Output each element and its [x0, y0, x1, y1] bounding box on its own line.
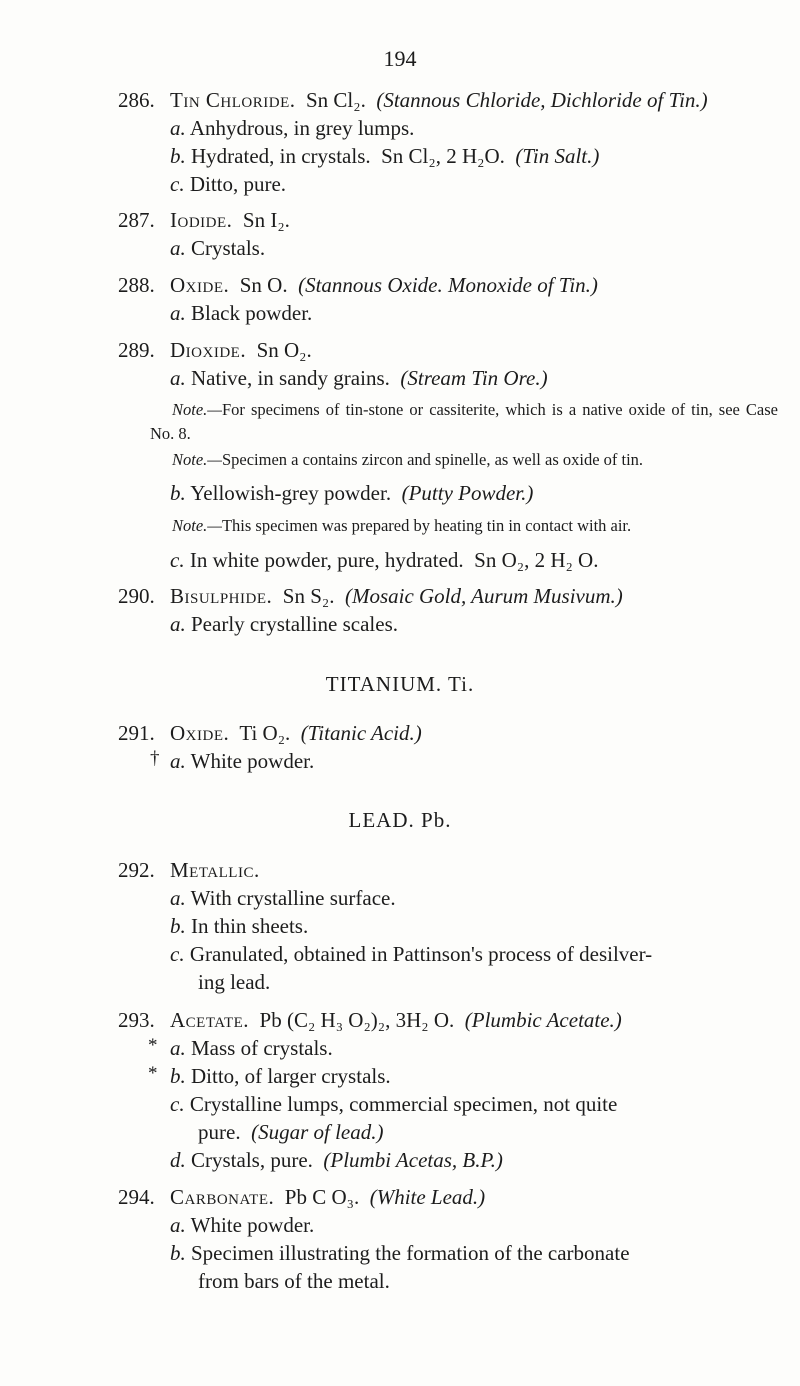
section-heading: TITANIUM. Ti.	[325, 672, 475, 696]
formula: Sn I₂.	[242, 208, 290, 232]
entry-number: 288.	[118, 273, 155, 297]
list-item-continued: pure. (Sugar of lead.)	[198, 1120, 384, 1144]
note: Note.—For specimens of tin-stone or cassiterite, which is a native oxide of tin, see Case No. 8.	[150, 400, 778, 443]
dagger-mark: †	[150, 748, 160, 769]
formula: Sn S₂.	[282, 584, 335, 608]
list-item: a. White powder.	[170, 1213, 315, 1237]
list-item: a. Pearly crystalline scales.	[170, 612, 399, 636]
list-item: c. Crystalline lumps, commercial specimen, not quite	[170, 1092, 618, 1116]
formula: Pb C O₃.	[284, 1185, 360, 1209]
list-item-continued: from bars of the metal.	[198, 1269, 390, 1293]
list-item: b. Ditto, of larger crystals.	[170, 1064, 391, 1088]
entry-name: Acetate.	[170, 1008, 250, 1032]
list-item: d. Crystals, pure. (Plumbi Acetas, B.P.)	[170, 1148, 503, 1172]
list-item: c. In white powder, pure, hydrated. Sn O₂, 2 H₂ O.	[170, 548, 599, 572]
entry-number: 294.	[118, 1185, 155, 1209]
entry-number: 286.	[118, 88, 155, 112]
alt-name: (Plumbic Acetate.)	[464, 1008, 622, 1032]
list-item: a. Mass of crystals.	[170, 1036, 333, 1060]
entry-name: Iodide.	[170, 208, 233, 232]
alt-name: (Mosaic Gold, Aurum Musivum.)	[344, 584, 623, 608]
entry-name: Tin Chloride.	[170, 88, 296, 112]
list-item: b. Hydrated, in crystals. Sn Cl₂, 2 H₂O. (Tin Salt.)	[170, 144, 600, 168]
entry-name: Carbonate.	[170, 1185, 275, 1209]
entry-number: 290.	[118, 584, 155, 608]
formula: Pb (C₂ H₃ O₂)₂, 3H₂ O.	[259, 1008, 455, 1032]
note: Note.—Specimen a contains zircon and spinelle, as well as oxide of tin.	[172, 450, 644, 469]
entry-number: 289.	[118, 338, 155, 362]
formula: Ti O₂.	[239, 721, 291, 745]
list-item: c. Granulated, obtained in Pattinson's process of desilver-	[170, 942, 653, 966]
list-item: a. With crystalline surface.	[170, 886, 396, 910]
list-item: c. Ditto, pure.	[170, 172, 287, 196]
section-heading: LEAD. Pb.	[348, 808, 452, 832]
note: Note.—This specimen was prepared by heating tin in contact with air.	[172, 516, 632, 535]
page-number: 194	[383, 46, 417, 71]
list-item: a. White powder.	[170, 749, 315, 773]
alt-name: (Stannous Oxide. Monoxide of Tin.)	[298, 273, 598, 297]
entry-number: 292.	[118, 858, 155, 882]
alt-name: (Stannous Chloride, Dichloride of Tin.)	[376, 88, 708, 112]
entry-name: Dioxide.	[170, 338, 247, 362]
list-item: a. Native, in sandy grains. (Stream Tin Ore.)	[170, 366, 548, 390]
entry-name: Metallic.	[170, 858, 260, 882]
list-item: b. Specimen illustrating the formation of the carbonate	[170, 1241, 630, 1265]
alt-name: (Titanic Acid.)	[300, 721, 422, 745]
entry-number: 291.	[118, 721, 155, 745]
entry-name: Oxide.	[170, 273, 230, 297]
entry-name: Bisulphide.	[170, 584, 273, 608]
alt-name: (White Lead.)	[369, 1185, 486, 1209]
list-item: b. In thin sheets.	[170, 914, 309, 938]
asterisk-mark: *	[148, 1063, 158, 1084]
asterisk-mark: *	[148, 1035, 158, 1056]
entry-name: Oxide.	[170, 721, 230, 745]
formula: Sn O₂.	[256, 338, 312, 362]
entry-number: 293.	[118, 1008, 155, 1032]
entry-number: 287.	[118, 208, 155, 232]
list-item: b. Yellowish-grey powder. (Putty Powder.)	[170, 481, 534, 505]
formula: Sn O.	[239, 273, 288, 297]
list-item: a. Crystals.	[170, 236, 266, 260]
list-item: a. Black powder.	[170, 301, 313, 325]
list-item: a. Anhydrous, in grey lumps.	[170, 116, 415, 140]
formula: Sn Cl₂.	[306, 88, 366, 112]
list-item-continued: ing lead.	[198, 970, 271, 994]
